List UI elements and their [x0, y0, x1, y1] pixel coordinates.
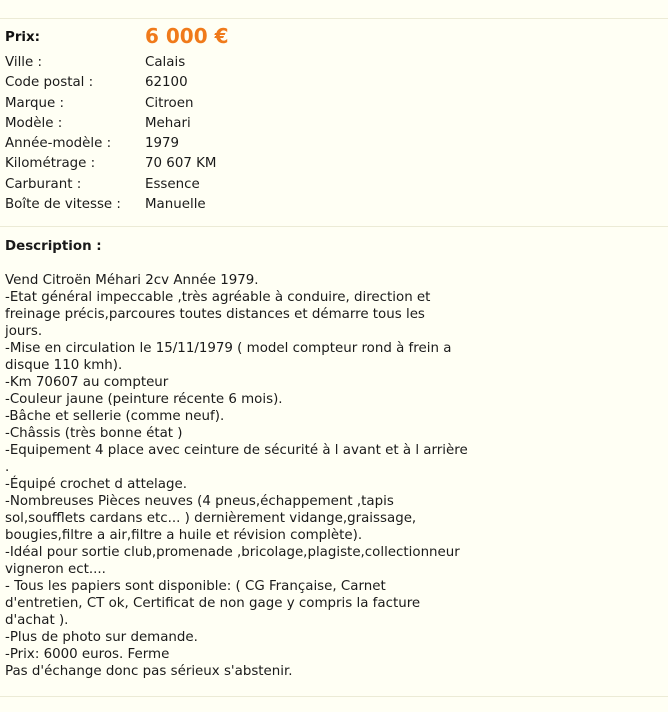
- model-year-label: Année-modèle :: [5, 136, 112, 152]
- model-value: Mehari: [145, 115, 191, 131]
- city-label: Ville :: [5, 55, 43, 70]
- brand-value: Citroen: [145, 95, 194, 111]
- gearbox-label: Boîte de vitesse :: [5, 197, 121, 213]
- description-line: vigneron ect....: [5, 562, 106, 577]
- city-value: Calais: [145, 55, 186, 70]
- description-line: -Bâche et sellerie (comme neuf).: [5, 409, 225, 424]
- mileage-label: Kilométrage :: [5, 156, 96, 172]
- description-line: bougies,filtre a air,filtre a huile et révision complète).: [5, 528, 363, 543]
- description-line: -Km 70607 au compteur: [5, 375, 169, 390]
- price-value: 6 000 €: [145, 24, 229, 48]
- description-line: -Equipement 4 place avec ceinture de sécurité à l avant et à l arrière: [5, 443, 468, 458]
- top-divider: [0, 18, 668, 19]
- description-line: -Mise en circulation le 15/11/1979 ( model compteur rond à frein a: [5, 341, 452, 356]
- description-body: [5, 272, 491, 680]
- description-line: - Tous les papiers sont disponible: ( CG Française, Carnet: [5, 579, 386, 594]
- description-line: -Plus de photo sur demande.: [5, 630, 198, 645]
- brand-label: Marque :: [5, 95, 65, 111]
- description-line: disque 110 kmh).: [5, 358, 123, 373]
- fuel-value: Essence: [145, 176, 200, 192]
- description-line: -Châssis (très bonne état ): [5, 426, 183, 441]
- postal-code-label: Code postal :: [5, 75, 94, 91]
- section-divider: [0, 226, 668, 227]
- description-line: -Idéal pour sortie club,promenade ,bricolage,plagiste,collectionneur: [5, 545, 460, 560]
- description-line: -Etat général impeccable ,très agréable à conduire, direction et: [5, 290, 431, 305]
- model-year-value: 1979: [145, 136, 180, 152]
- description-line: jours.: [5, 324, 43, 339]
- model-label: Modèle :: [5, 115, 63, 131]
- bottom-divider: [0, 696, 668, 697]
- description-line: .: [5, 460, 10, 475]
- price-label: Prix:: [5, 30, 41, 45]
- description-line: sol,soufflets cardans etc... ) dernièrement vidange,graissage,: [5, 511, 417, 526]
- description-line: -Couleur jaune (peinture récente 6 mois).: [5, 392, 283, 407]
- mileage-value: 70 607 KM: [145, 156, 217, 172]
- description-line: d'achat ).: [5, 613, 69, 628]
- gearbox-value: Manuelle: [145, 197, 206, 213]
- description-line: Vend Citroën Méhari 2cv Année 1979.: [5, 273, 259, 288]
- description-title: Description :: [5, 239, 102, 254]
- description-line: d'entretien, CT ok, Certificat de non gage y compris la facture: [5, 596, 421, 611]
- description-line: Pas d'échange donc pas sérieux s'abstenir.: [5, 664, 293, 679]
- description-line: -Nombreuses Pièces neuves (4 pneus,échappement ,tapis: [5, 494, 394, 509]
- description-line: -Équipé crochet d attelage.: [5, 477, 187, 492]
- postal-code-value: 62100: [145, 75, 188, 91]
- description-line: freinage précis,parcoures toutes distances et démarre tous les: [5, 307, 425, 322]
- fuel-label: Carburant :: [5, 176, 82, 192]
- description-line: -Prix: 6000 euros. Ferme: [5, 647, 170, 662]
